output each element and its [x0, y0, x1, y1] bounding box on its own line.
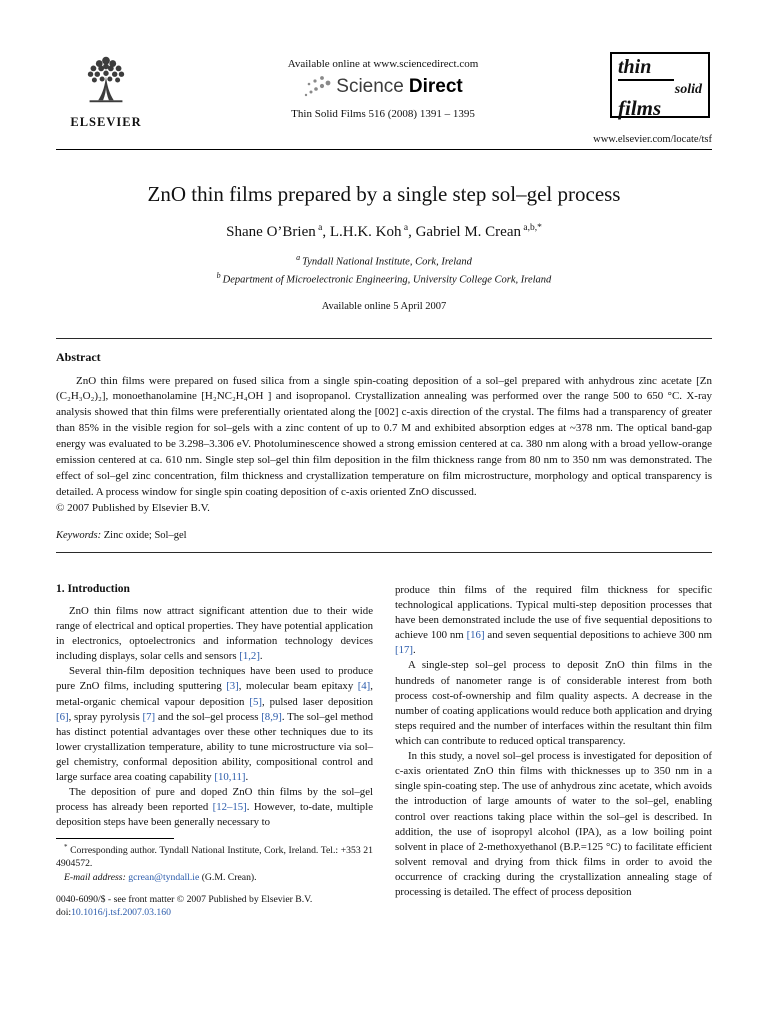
inline-link[interactable]: [3]: [226, 680, 239, 693]
elsevier-tree-icon: [77, 52, 135, 108]
author-name: Shane O’Brien: [226, 224, 316, 240]
footnote-divider: [56, 838, 174, 839]
paragraph: [56, 785, 373, 830]
doi-line: [56, 906, 373, 919]
affiliation-list: [56, 252, 712, 289]
text-segment: , spray pyrolysis: [68, 710, 143, 723]
author-affiliation-mark: a: [401, 223, 409, 233]
affiliation-text: Department of Microelectronic Engineering, University College Cork, Ireland: [222, 274, 552, 286]
text-segment: E-mail address:: [64, 871, 126, 883]
author: [416, 224, 542, 240]
inline-link[interactable]: [1,2]: [239, 650, 260, 663]
inline-link[interactable]: [10,11]: [214, 771, 246, 784]
affiliation: [56, 270, 712, 288]
text-segment: (G.M. Crean).: [199, 871, 257, 883]
text-segment: The deposition of pure and doped ZnO thin films by the sol–gel process has already been reported: [56, 786, 373, 814]
elsevier-wordmark: ELSEVIER: [70, 115, 142, 129]
available-online-date: Available online 5 April 2007: [321, 300, 447, 312]
elsevier-logo: [56, 52, 156, 130]
inline-link[interactable]: 10.1016/j.tsf.2007.03.160: [71, 907, 171, 919]
text-segment: doi:: [56, 907, 72, 919]
text-segment: *: [64, 842, 68, 851]
email-note: [56, 871, 373, 884]
affiliation-mark: a: [296, 253, 301, 262]
sciencedirect-text-direct: Direct: [408, 76, 463, 97]
header-right: [610, 52, 712, 118]
text-segment: .: [413, 644, 416, 657]
text-segment: .: [259, 650, 263, 663]
inline-link[interactable]: [5]: [249, 695, 262, 708]
affiliation: [56, 252, 712, 270]
inline-link[interactable]: [4]: [357, 680, 371, 693]
keywords-text: Zinc oxide; Sol–gel: [101, 529, 187, 541]
text-segment: A single-step sol–gel process to deposit ZnO thin films in the hundreds of nanometer range is of considerable interest from both process cost-of-ownership and film quality aspects. A decrease in the number of coating applications would reduce both application and drying steps required and the number of interfaces within the resultant thin film which can contribute to reduced optical transparency.: [395, 659, 712, 748]
text-segment: Corresponding author. Tyndall National Institute, Cork, Ireland. Tel.: +353 21 4904572.: [56, 844, 373, 870]
text-segment: Several thin-film deposition techniques have been used to produce pure ZnO films, including sputtering: [56, 665, 373, 693]
article-title: ZnO thin films prepared by a single step sol–gel process: [147, 182, 621, 206]
author-affiliation-mark: a: [315, 223, 323, 233]
journal-logo-word-solid: solid: [674, 82, 702, 97]
text-segment: , metal-organic chemical vapour deposition: [56, 680, 373, 708]
journal-logo-word-films: films: [618, 96, 662, 120]
inline-link[interactable]: gcrean@tyndall.ie: [125, 871, 200, 883]
text-segment: ZnO thin films now attract significant attention due to their wide range of electrical and optical properties. They have potential application in electronics, optoelectronics and information technology devices including displays, solar cells and sensors: [56, 604, 373, 663]
text-segment: . However, to-date, multiple deposition steps have been generally necessary to: [56, 801, 373, 829]
inline-link[interactable]: [17]: [395, 644, 413, 657]
corresponding-author-note: [56, 843, 373, 871]
inline-link[interactable]: [16]: [466, 629, 485, 642]
affiliation-mark: b: [216, 271, 221, 281]
inline-link[interactable]: [7]: [142, 710, 156, 723]
abstract-heading: Abstract: [56, 349, 101, 364]
journal-logo: [610, 52, 710, 118]
body-columns: [56, 583, 712, 920]
journal-logo-word-thin: thin: [618, 57, 674, 81]
sciencedirect-logo: [156, 75, 610, 99]
abstract-top-divider: [56, 338, 712, 339]
paragraph: [395, 658, 712, 749]
author: [330, 224, 416, 240]
author-name: Gabriel M. Crean: [415, 224, 521, 240]
text-segment: In this study, a novel sol–gel process is investigated for deposition of c-axis orientated ZnO thin films with thicknesses up to 350 nm in a single spin-coating step. The use of anhydrous zinc acetate, which avoids the introduction of large amounts of water to the sol–gel, enabling control over reactions taking place within the sol–gel is described. In addition, the use of isopropyl alcohol (IPA), as a low boiling point solvent in place of 2-methoxyethanol (B.P.=125 °C) to facilitate efficient solvent removal and drying from thick films in order to avoid the occurrence of cracking during the crystallization annealing stage of processing is detailed. The effect of process deposition: [395, 750, 712, 899]
sciencedirect-dots-icon: [303, 75, 331, 99]
sciencedirect-text-science: Science: [336, 76, 404, 97]
text-segment: , pulsed laser deposition: [261, 695, 373, 708]
text-segment: .: [245, 771, 249, 784]
paragraph: [56, 604, 373, 664]
inline-link[interactable]: [8,9]: [261, 710, 282, 723]
journal-citation: Thin Solid Films 516 (2008) 1391 – 1395: [291, 108, 475, 120]
inline-link[interactable]: [6]: [56, 710, 69, 723]
left-column: [56, 583, 373, 920]
footnote-block: [56, 838, 373, 920]
affiliation-text: Tyndall National Institute, Cork, Ireland: [302, 256, 472, 268]
text-segment: and the sol–gel process: [155, 710, 262, 723]
author-list: [56, 223, 712, 241]
text-segment: , molecular beam epitaxy: [238, 680, 358, 693]
text-segment: . The sol–gel method has distinct potential advantages over these other techniques due to its lower crystallization temperature, ability to tune microstructure via sol–gel chemistry, conformal deposition ability, compositional control and large surface area coating capability: [56, 710, 373, 784]
paragraph: [395, 749, 712, 900]
page-header: [56, 52, 712, 130]
keywords-line: [56, 530, 712, 541]
inline-link[interactable]: [12–15]: [212, 801, 247, 814]
issn-copyright-line: 0040-6090/$ - see front matter © 2007 Published by Elsevier B.V.: [56, 893, 313, 905]
text-segment: and seven sequential depositions to achieve 300 nm: [484, 629, 712, 642]
abstract-text: ZnO thin films were prepared on fused silica from a single spin-coating deposition of a sol–gel prepared with anhydrous zinc acetate [Zn (C₂H₃O₂)₂], monoethanolamine [H₂NC₂H₄OH ] and isopropanol. Crystallization annealing was performed over the range 500 to 650 °C. X-ray analysis showed that thin films were preferentially orientated along the [002] c-axis direction of the crystal. The films had a transparency of greater than 85% in the visible region for sol–gels with a zinc content of up to 0.7 M and exhibited absorption edges at ~378 nm. The optical band-gap energy was evaluated to be 3.298–3.306 eV. Photoluminescence showed a strong emission centered at ca. 380 nm along with a broad yellow-orange emission centered at ca. 610 nm. Single step sol–gel thin film deposition in the film thickness range from 80 nm to 350 nm was demonstrated. The effect of sol–gel zinc concentration, film thickness and crystallization temperature on film microstructure, morphology and optical transparency is detailed. A process window for single spin coating deposition of c-axis oriented ZnO discussed.: [56, 374, 712, 499]
author-affiliation-mark: a,b,*: [520, 223, 542, 233]
keywords-label: Keywords:: [56, 529, 102, 541]
author-name: L.H.K. Koh: [329, 224, 402, 240]
text-segment: produce thin films of the required film thickness for specific technological applications. Typical multi-step deposition processes that have been demonstrated include the use of five sequential depositions to achieve 100 nm: [395, 583, 712, 642]
header-divider: [56, 149, 712, 150]
imprint-block: [56, 893, 373, 920]
available-online-text: Available online at www.sciencedirect.com: [287, 58, 479, 70]
author-separator: ,: [408, 224, 416, 240]
header-center: [156, 52, 610, 120]
journal-homepage-url: www.elsevier.com/locate/tsf: [593, 134, 712, 145]
abstract-copyright: © 2007 Published by Elsevier B.V.: [56, 502, 210, 514]
section-heading-introduction: 1. Introduction: [56, 582, 130, 595]
paragraph: [395, 583, 712, 659]
author: [226, 224, 330, 240]
right-column: [395, 583, 712, 920]
author-separator: ,: [322, 224, 330, 240]
abstract-bottom-divider: [56, 552, 712, 553]
paragraph: [56, 664, 373, 785]
